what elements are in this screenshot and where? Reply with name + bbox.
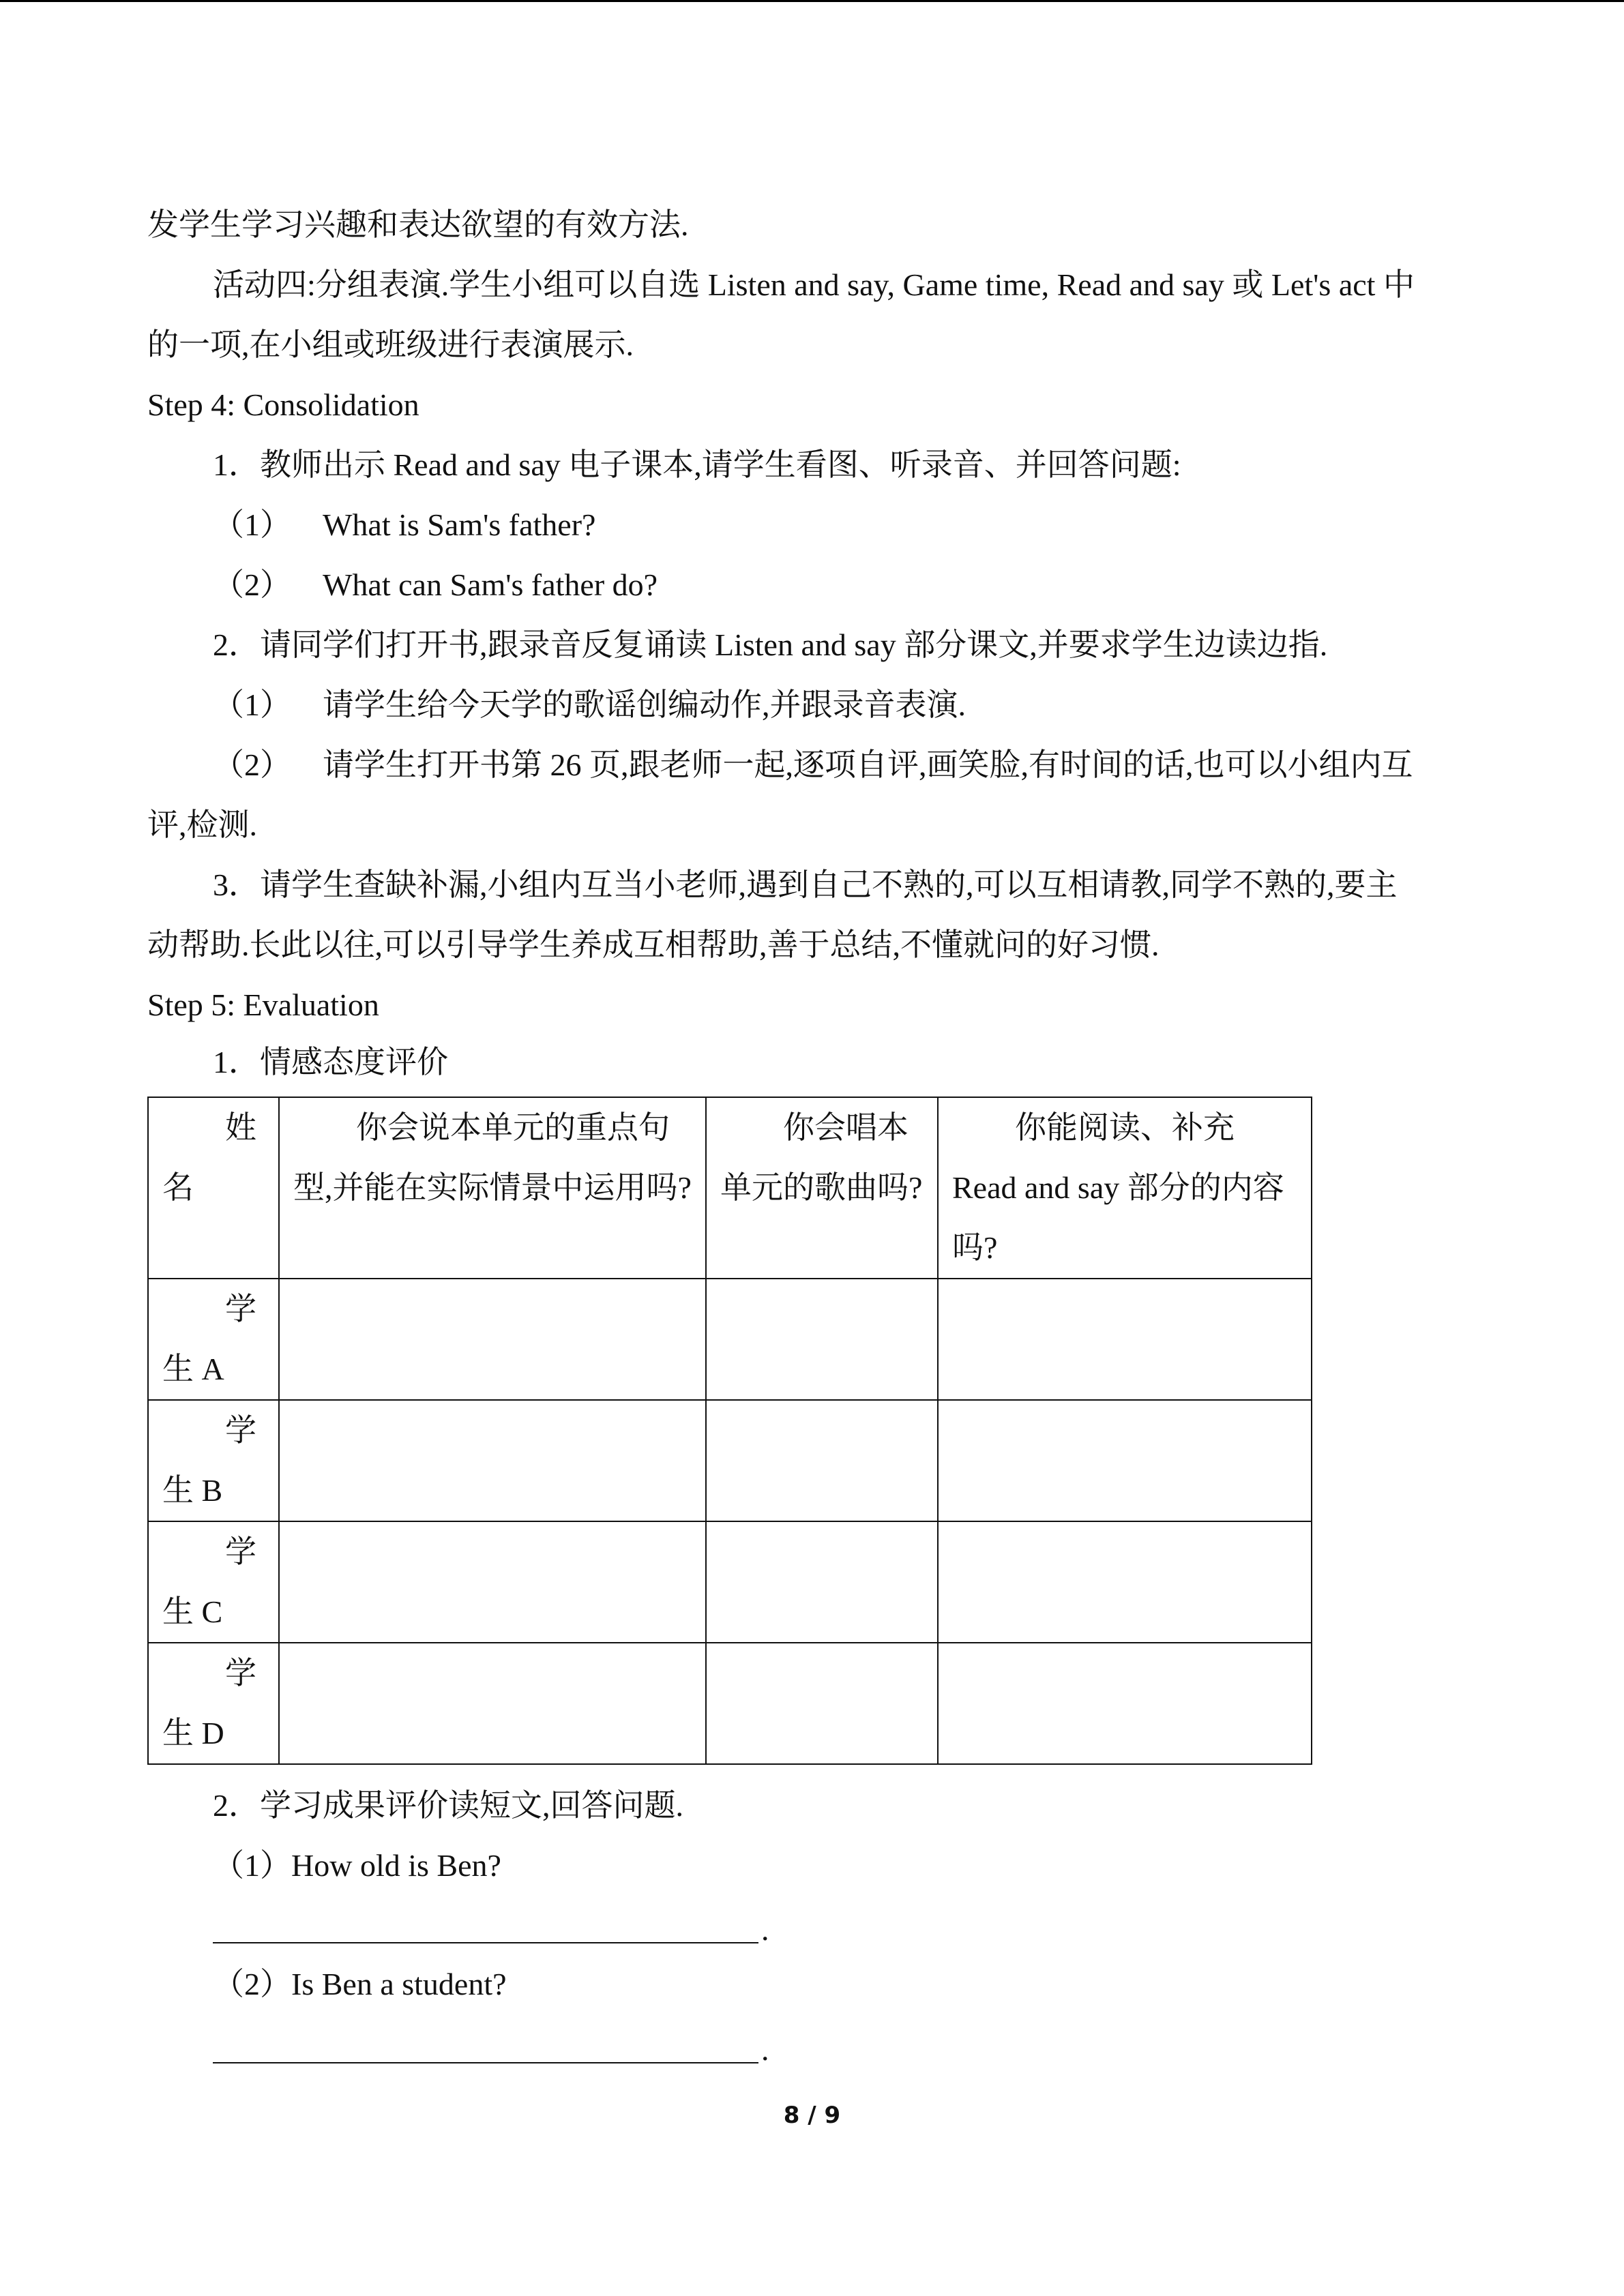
item-number: （1）: [213, 507, 291, 542]
item-number: （2）: [213, 567, 291, 602]
step4-subitem1: [213, 685, 966, 726]
table-cell: [938, 1279, 1312, 1400]
header-reading: 你能阅读、补充 Read and say 部分的内容吗?: [938, 1097, 1312, 1279]
student-name: 学生 B: [148, 1400, 279, 1521]
paragraph-line: 发学生学习兴趣和表达欲望的有效方法.: [147, 207, 689, 242]
table-cell: [706, 1521, 938, 1643]
step4-item1: 1．教师出示 Read and say 电子课本,请学生看图、听录音、并回答问题:: [213, 447, 1181, 482]
step4-item3: 3．请学生查缺补漏,小组内互当小老师,遇到自己不熟的,可以互相请教,同学不熟的,要主: [213, 867, 1398, 902]
page-number: 8 / 9: [783, 2102, 841, 2129]
table-cell: [938, 1400, 1312, 1521]
table-cell: [706, 1643, 938, 1764]
question-2: （2）Is Ben a student?: [213, 1967, 507, 2001]
subitem-text: 请学生打开书第 26 页,跟老师一起,逐项自评,画笑脸,有时间的话,也可以小组内互: [323, 747, 1413, 782]
activity-four-line: 活动四:分组表演.学生小组可以自选 Listen and say, Game time, Read and say 或 Let's act 中: [213, 267, 1415, 302]
question-text: What is Sam's father?: [323, 507, 596, 542]
answer-line-1: [213, 1942, 758, 1943]
student-name: 学生 D: [148, 1643, 279, 1764]
step5-item2: 2．学习成果评价读短文,回答问题.: [213, 1788, 683, 1823]
table-cell: [279, 1400, 706, 1521]
step5-heading: Step 5: Evaluation: [147, 987, 379, 1022]
paragraph-line: 评,检测.: [147, 807, 257, 842]
question-text: What can Sam's father do?: [323, 567, 658, 602]
answer-dot: .: [761, 1912, 769, 1947]
item-number: （2）: [213, 747, 291, 782]
item-number: （1）: [213, 687, 291, 722]
answer-dot: .: [761, 2032, 769, 2067]
student-name: 学生 A: [148, 1279, 279, 1400]
table-cell: [279, 1521, 706, 1643]
table-row: [148, 1521, 1312, 1643]
step4-subitem2: [213, 745, 1413, 786]
evaluation-table: [147, 1097, 1312, 1765]
table-row: [148, 1643, 1312, 1764]
step4-heading: Step 4: Consolidation: [147, 387, 419, 422]
step4-question2: [213, 565, 658, 606]
student-name: 学生 C: [148, 1521, 279, 1643]
table-cell: [938, 1521, 1312, 1643]
table-header-row: [148, 1097, 1312, 1279]
paragraph-line: 的一项,在小组或班级进行表演展示.: [147, 327, 634, 362]
subitem-text: 请学生给今天学的歌谣创编动作,并跟录音表演.: [323, 687, 966, 722]
table-row: [148, 1279, 1312, 1400]
question-1: （1）How old is Ben?: [213, 1848, 501, 1883]
header-name: 姓名: [148, 1097, 279, 1279]
paragraph-line: 动帮助.长此以往,可以引导学生养成互相帮助,善于总结,不懂就问的好习惯.: [147, 927, 1160, 962]
table-cell: [279, 1643, 706, 1764]
step4-item2: 2．请同学们打开书,跟录音反复诵读 Listen and say 部分课文,并要求学生边读边指.: [213, 627, 1328, 662]
table-cell: [706, 1279, 938, 1400]
header-sentence: 你会说本单元的重点句型,并能在实际情景中运用吗?: [279, 1097, 706, 1279]
table-row: [148, 1400, 1312, 1521]
top-border: [0, 0, 1624, 2]
step5-item1: 1．情感态度评价: [213, 1045, 448, 1079]
table-cell: [938, 1643, 1312, 1764]
table-cell: [706, 1400, 938, 1521]
answer-line-2: [213, 2062, 758, 2063]
header-song: 你会唱本单元的歌曲吗?: [706, 1097, 938, 1279]
step4-question1: [213, 505, 595, 546]
table-cell: [279, 1279, 706, 1400]
